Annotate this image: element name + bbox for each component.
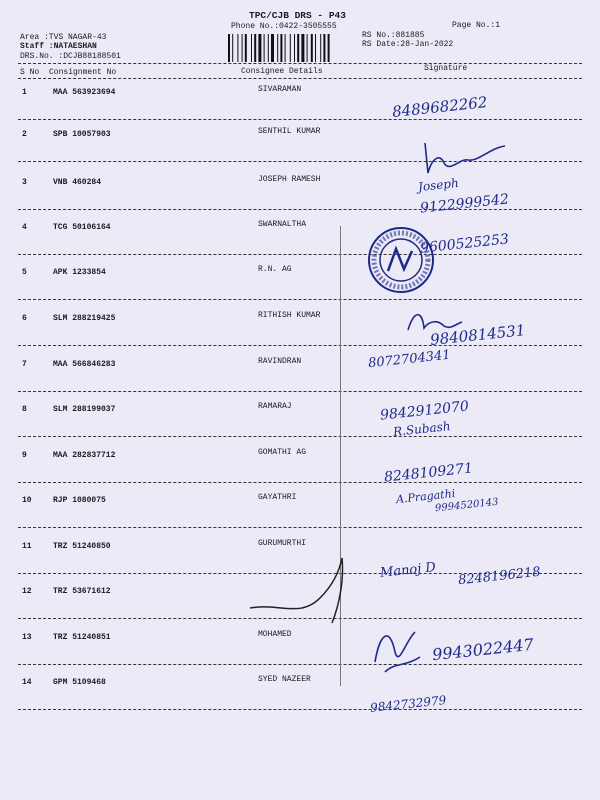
handwritten-note: 9122999542 — [419, 191, 510, 217]
barcode-bar — [277, 34, 278, 62]
barcode-bar — [290, 34, 291, 62]
row-consignment-no: RJP 1080075 — [53, 496, 106, 505]
row-consignee: GOMATHI AG — [258, 448, 307, 457]
signature-scribble — [404, 300, 464, 340]
row-consignment-no: VNB 460284 — [53, 178, 102, 187]
handwritten-note: R.Subash — [392, 419, 452, 439]
col-consignee: Consignee Details — [241, 67, 323, 76]
row-consignee: RAVINDRAN — [258, 357, 302, 366]
handwritten-note: A.Pragathi — [395, 486, 456, 507]
barcode-bar — [245, 34, 247, 62]
row-divider — [18, 209, 582, 210]
barcode-bar — [258, 34, 261, 62]
row-sno: 9 — [22, 451, 27, 460]
row-divider — [18, 527, 582, 528]
area-label: Area :TVS NAGAR-43 — [20, 33, 107, 42]
row-consignee: RAMARAJ — [258, 402, 292, 411]
row-consignment-no: SLM 288219425 — [53, 314, 116, 323]
row-consignee: MOHAMED — [258, 630, 292, 639]
barcode-bar — [232, 34, 233, 62]
page-number: Page No.:1 — [452, 21, 501, 30]
handwritten-note: 8248109271 — [383, 460, 474, 486]
barcode-bar — [323, 34, 325, 62]
row-consignee: SENTHIL KUMAR — [258, 127, 321, 136]
row-consignment-no: MAA 563923694 — [53, 88, 116, 97]
row-sno: 2 — [22, 130, 27, 139]
row-consignee: JOSEPH RAMESH — [258, 175, 321, 184]
row-sno: 6 — [22, 314, 27, 323]
row-divider — [18, 254, 582, 255]
col-consignment: Consignment No — [49, 68, 117, 77]
row-consignment-no: APK 1233854 — [53, 268, 106, 277]
barcode-bar — [264, 34, 265, 62]
row-sno: 1 — [22, 88, 27, 97]
barcode-bar — [301, 34, 304, 62]
header-rule-bottom — [18, 78, 582, 79]
row-consignee: GURUMURTHI — [258, 539, 307, 548]
handwritten-note: 8072704341 — [367, 347, 452, 372]
row-divider — [18, 436, 582, 437]
barcode-bar — [285, 34, 286, 62]
handwritten-note: 8489682262 — [391, 93, 489, 121]
handwritten-note: 9842912070 — [379, 398, 470, 424]
signature-scribble — [365, 622, 425, 682]
phone-number: Phone No.:0422-3505555 — [231, 22, 337, 31]
handwritten-note: 9840814531 — [429, 321, 527, 349]
staff-label: Staff :NATAESHAN — [20, 42, 97, 51]
row-consignment-no: TCG 50106164 — [53, 223, 111, 232]
row-sno: 5 — [22, 268, 27, 277]
sheet-title: TPC/CJB DRS - P43 — [249, 10, 346, 21]
row-divider — [18, 345, 582, 346]
drs-number: DRS.No. :DCJB88188501 — [20, 52, 121, 61]
handwritten-note: 8248196218 — [457, 564, 542, 589]
agency-stamp — [366, 225, 436, 295]
row-consignment-no: TRZ 51240851 — [53, 633, 111, 642]
barcode-bar — [294, 34, 295, 62]
barcode-bar — [280, 34, 282, 62]
handwritten-scribble — [240, 548, 360, 628]
handwritten-note: 9600525253 — [419, 231, 510, 257]
row-sno: 14 — [22, 678, 32, 687]
col-signature: Signature — [424, 64, 468, 73]
row-sno: 8 — [22, 405, 27, 414]
row-divider — [18, 391, 582, 392]
row-consignment-no: SPB 10057903 — [53, 130, 111, 139]
barcode-bar — [251, 34, 252, 62]
barcode-bar — [228, 34, 230, 62]
row-consignment-no: SLM 288199037 — [53, 405, 116, 414]
row-consignment-no: TRZ 51240850 — [53, 542, 111, 551]
row-consignee: GAYATHRI — [258, 493, 297, 502]
row-consignment-no: GPM 5109468 — [53, 678, 106, 687]
row-sno: 13 — [22, 633, 32, 642]
handwritten-note: Manoj D — [379, 560, 437, 581]
handwritten-note: 9994520143 — [434, 496, 500, 515]
col-sno: S No — [20, 68, 40, 77]
row-divider — [18, 119, 582, 120]
row-sno: 3 — [22, 178, 27, 187]
row-divider — [18, 709, 582, 710]
barcode-bar — [320, 34, 321, 62]
barcode-bar — [311, 34, 313, 62]
handwritten-note: 9943022447 — [431, 634, 535, 665]
row-sno: 10 — [22, 496, 32, 505]
rs-number: RS No.:881885 — [362, 31, 425, 40]
row-consignment-no: TRZ 53671612 — [53, 587, 111, 596]
row-consignment-no: MAA 566846283 — [53, 360, 116, 369]
barcode-bar — [328, 34, 330, 62]
header-rule-top — [18, 63, 582, 64]
row-divider — [18, 482, 582, 483]
row-consignment-no: MAA 282837712 — [53, 451, 116, 460]
row-consignee: SYED NAZEER — [258, 675, 311, 684]
barcode-bar — [237, 34, 238, 62]
rs-date: RS Date:28-Jan-2022 — [362, 40, 454, 49]
barcode-bar — [297, 34, 299, 62]
row-divider — [18, 664, 582, 665]
handwritten-note: Joseph — [417, 175, 460, 195]
barcode-bar — [315, 34, 316, 62]
row-consignee: SIVARAMAN — [258, 85, 302, 94]
row-sno: 4 — [22, 223, 27, 232]
barcode — [228, 34, 356, 62]
barcode-bar — [307, 34, 308, 62]
row-consignee: RITHISH KUMAR — [258, 311, 321, 320]
row-divider — [18, 299, 582, 300]
row-consignee: SWARNALTHA — [258, 220, 307, 229]
barcode-bar — [254, 34, 256, 62]
row-sno: 11 — [22, 542, 32, 551]
row-sno: 7 — [22, 360, 27, 369]
barcode-bar — [271, 34, 274, 62]
row-consignee: R.N. AG — [258, 265, 292, 274]
barcode-bar — [242, 34, 243, 62]
handwritten-note: 9842732979 — [369, 693, 447, 715]
barcode-bar — [268, 34, 269, 62]
signature-scribble — [420, 138, 510, 178]
row-sno: 12 — [22, 587, 32, 596]
